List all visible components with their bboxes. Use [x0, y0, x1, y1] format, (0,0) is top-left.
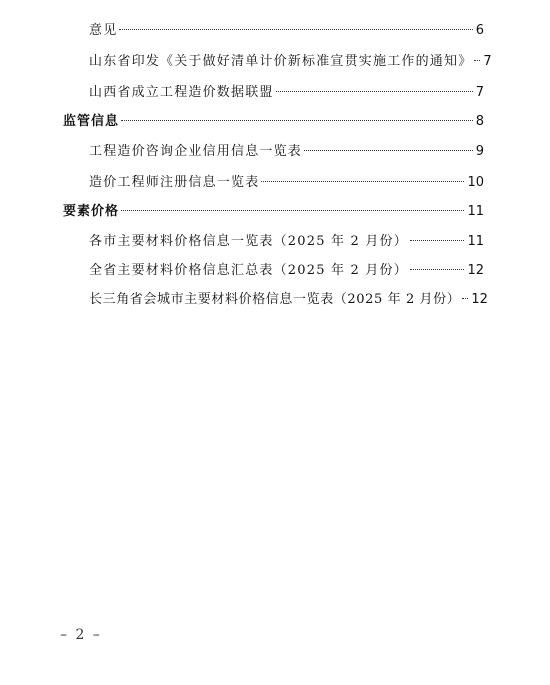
toc-entry[interactable] — [0, 172, 550, 194]
toc-section[interactable] — [0, 201, 550, 223]
toc-entry[interactable] — [0, 141, 550, 163]
toc-leader-dots — [474, 60, 480, 61]
toc-entry-title: 长三角省会城市主要材料价格信息一览表（2025 年 2 月份） — [89, 292, 461, 307]
toc-section-title: 要素价格 — [63, 204, 120, 219]
toc-leader-dots — [410, 240, 465, 241]
toc-entry-page: 12 — [471, 292, 488, 307]
toc-entry[interactable] — [0, 20, 550, 42]
toc-entry-page: 6 — [475, 23, 484, 38]
toc-entry-page: 12 — [467, 263, 484, 278]
toc-leader-dots — [462, 298, 468, 299]
toc-entry-title: 山西省成立工程造价数据联盟 — [89, 85, 274, 100]
toc-section-page: 8 — [475, 114, 484, 129]
toc-section[interactable] — [0, 111, 550, 133]
toc-entry-title: 各市主要材料价格信息一览表（2025 年 2 月份） — [89, 234, 408, 249]
toc-entry-title: 山东省印发《关于做好清单计价新标准宣贯实施工作的通知》 — [89, 54, 473, 69]
toc-entry-title: 工程造价咨询企业信用信息一览表 — [89, 144, 303, 159]
toc-leader-dots — [276, 91, 473, 92]
toc-section-title: 监管信息 — [63, 114, 120, 129]
toc-entry-page: 10 — [467, 175, 484, 190]
toc-entry[interactable] — [0, 51, 550, 73]
toc-entry-page: 9 — [475, 144, 484, 159]
toc-entry[interactable] — [0, 260, 550, 282]
toc-section-page: 11 — [467, 204, 484, 219]
toc-leader-dots — [304, 150, 473, 151]
toc-entry-page: 11 — [467, 234, 484, 249]
toc-leader-dots — [261, 181, 464, 182]
toc-leader-dots — [119, 29, 472, 30]
page-number: – 2 – — [60, 627, 102, 643]
toc-entry[interactable] — [0, 289, 550, 311]
toc-entry-page: 7 — [475, 85, 484, 100]
toc-entry-title: 全省主要材料价格信息汇总表（2025 年 2 月份） — [89, 263, 408, 278]
toc-entry-page: 7 — [483, 54, 492, 69]
toc-entry[interactable] — [0, 231, 550, 253]
toc-leader-dots — [121, 120, 473, 121]
toc-leader-dots — [410, 269, 465, 270]
toc-entry[interactable] — [0, 82, 550, 104]
toc-leader-dots — [121, 210, 464, 211]
toc-entry-title: 造价工程师注册信息一览表 — [89, 175, 260, 190]
toc-entry-title: 意见 — [89, 23, 118, 38]
